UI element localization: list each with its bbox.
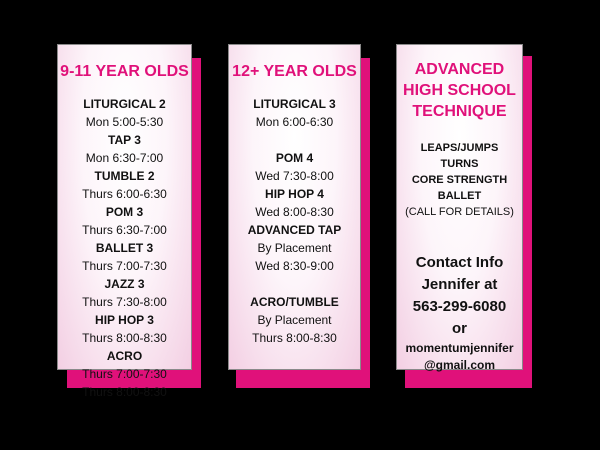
class-name: POM 4 [275,151,314,165]
contact-name: Jennifer at [421,276,498,293]
class-time: Thurs 6:00-6:30 [82,187,167,201]
card-title [397,59,522,122]
contact-email-user[interactable]: momentumjennifer [405,341,514,355]
contact-email-domain[interactable]: @gmail.com [423,358,496,372]
class-time: Thurs 8:00-8:30 [82,331,167,345]
class-name: HIP HOP 3 [95,313,154,327]
class-name: POM 3 [105,205,144,219]
class-time: Wed 8:30-9:00 [255,259,334,273]
class-time: Mon 6:30-7:00 [85,151,164,165]
class-time: Thurs 7:00-7:30 [82,367,167,381]
skill-item: TURNS [440,158,479,170]
class-time: Thurs 7:30-8:00 [82,295,167,309]
card-advanced-high-school [396,44,532,388]
contact-info [397,252,522,374]
card-panel [228,44,361,370]
class-time: Thurs 6:30-7:00 [82,223,167,237]
class-name: LITURGICAL 3 [253,97,336,111]
class-name: JAZZ 3 [104,277,145,291]
skill-item: CORE STRENGTH [411,174,508,186]
class-name: TUMBLE 2 [94,169,155,183]
card-title: 9-11 YEAR OLDS [60,63,189,80]
contact-or: or [452,320,467,337]
card-panel [57,44,192,399]
class-time: Wed 7:30-8:00 [255,169,334,183]
card-12-plus-year-olds [228,44,370,388]
class-time: Mon 6:00-6:30 [255,115,334,129]
class-note: By Placement [257,241,332,255]
class-name: LITURGICAL 2 [83,97,166,111]
class-name: HIP HOP 4 [265,187,324,201]
contact-phone[interactable]: 563-299-6080 [412,298,507,315]
spacer [229,275,360,293]
class-time: Thurs 8:00-8:30 [82,385,167,399]
class-name: ADVANCED TAP [247,223,342,237]
class-name: BALLET 3 [95,241,154,255]
class-time: Mon 5:00-5:30 [85,115,164,129]
class-name: TAP 3 [108,133,141,147]
card-title: 12+ YEAR OLDS [232,63,357,80]
class-note: By Placement [257,313,332,327]
spacer [229,131,360,149]
card-panel [396,44,523,370]
skills-list [397,140,522,220]
skill-item: BALLET [437,190,482,202]
class-name: ACRO [106,349,143,363]
class-time: Thurs 8:00-8:30 [252,331,337,345]
card-title-line: ADVANCED [414,61,505,78]
class-name: ACRO/TUMBLE [250,295,339,309]
class-time: Wed 8:00-8:30 [255,205,334,219]
card-9-11-year-olds [57,44,201,399]
skill-item: LEAPS/JUMPS [420,142,499,154]
card-title-line: TECHNIQUE [412,103,507,120]
contact-heading: Contact Info [415,254,504,271]
class-time: Thurs 7:00-7:30 [82,259,167,273]
card-title-line: HIGH SCHOOL [403,82,516,99]
details-note: (CALL FOR DETAILS) [405,206,514,218]
